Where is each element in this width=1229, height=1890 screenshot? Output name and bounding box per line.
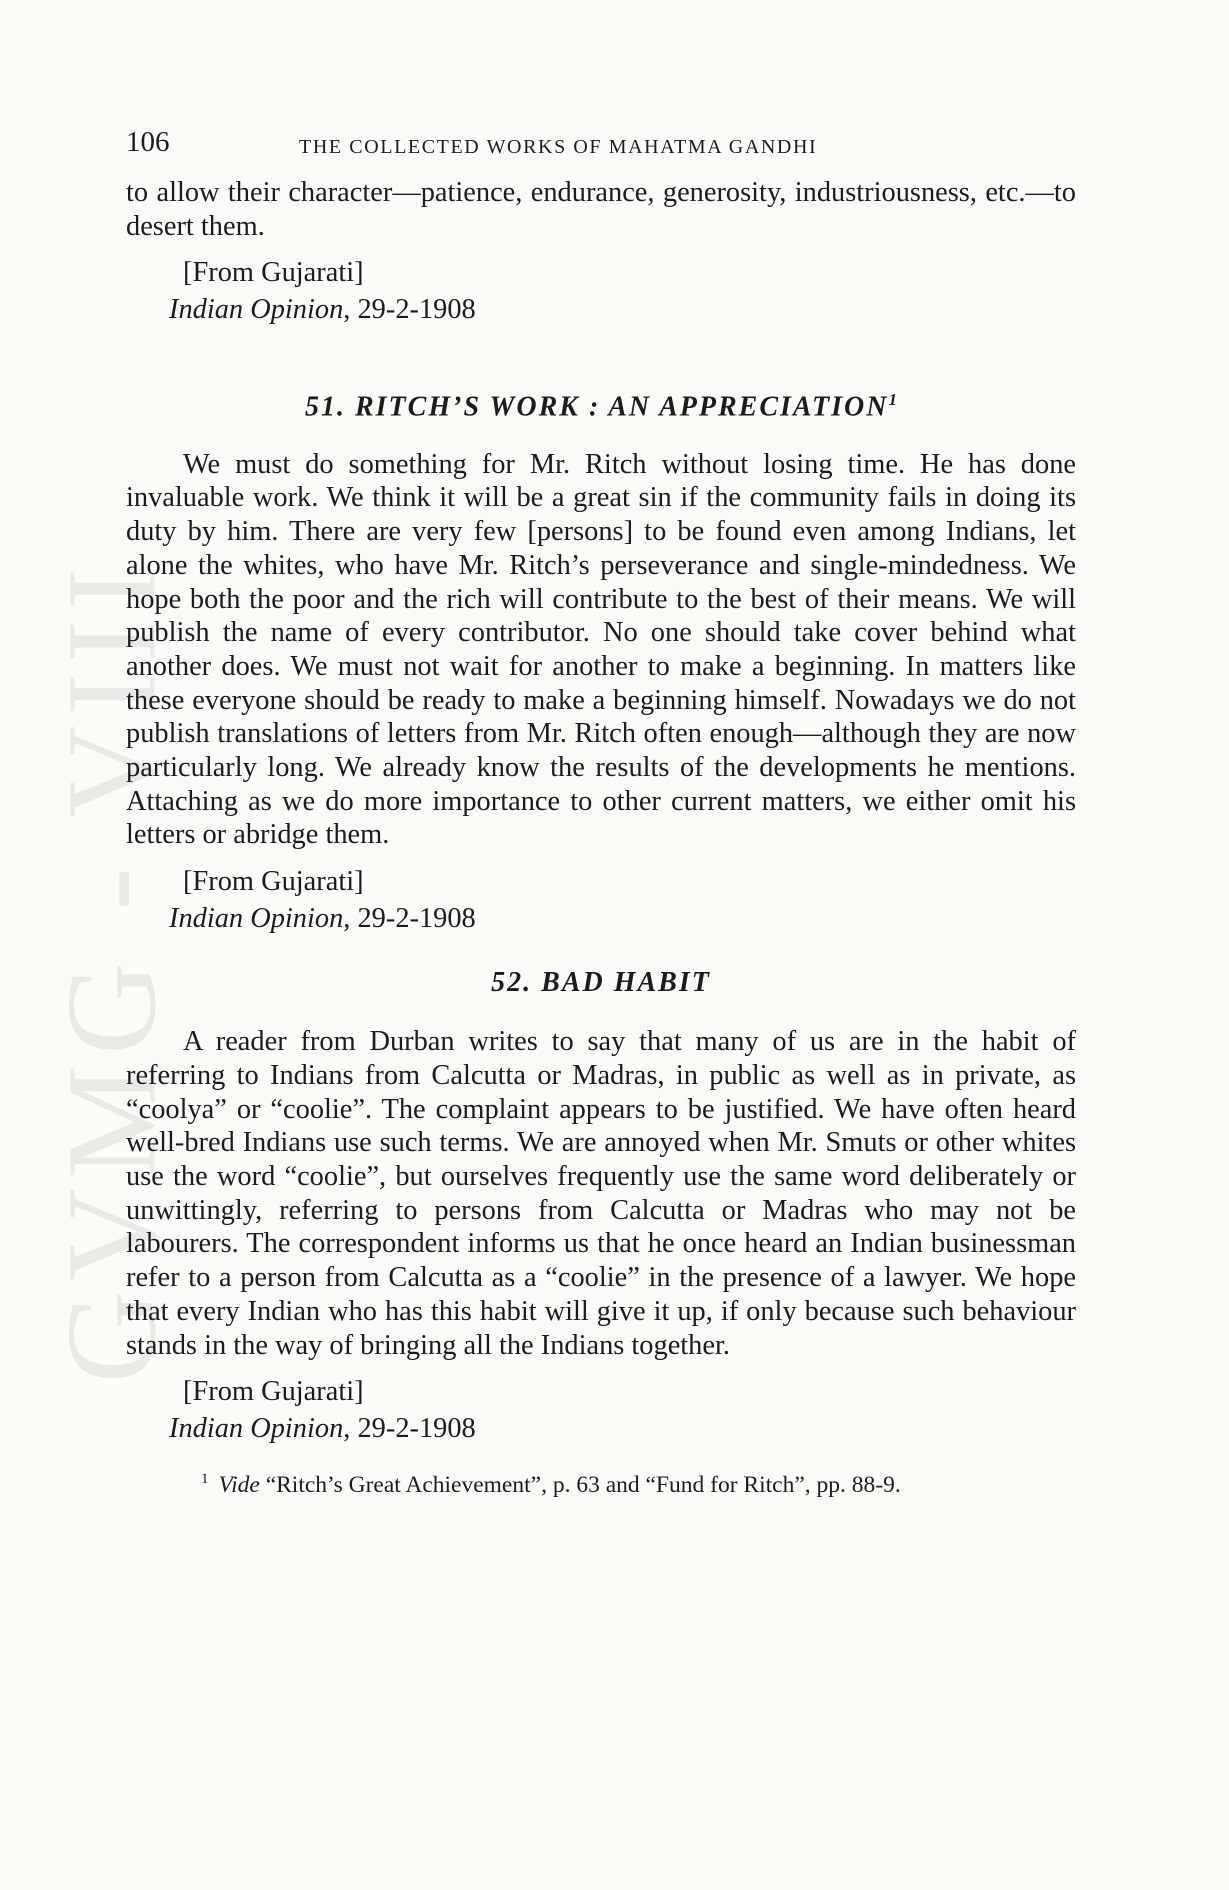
continued-paragraph: to allow their character—patience, endurance, generosity, industriousness, etc.—to desert them.: [126, 177, 1076, 242]
citation-title: Indian Opinion: [169, 294, 344, 326]
citation-date: , 29-2-1908: [343, 294, 476, 326]
running-head: [126, 126, 1076, 176]
watermark-text: GVMG - VIII: [40, 557, 183, 1383]
section-51-paragraph: We must do something for Mr. Ritch without losing time. He has done invaluable work. We think it will be a great sin if the community fails in doing its duty by him. There are very few [persons] to be found even among Indians, let alone the whites, who have Mr. Ritch’s perseverance and single-mindedness. We hope both the poor and the rich will contribute to the best of their means. We will publish the name of every contributor. No one should take cover behind what another does. We must not wait for another to make a beginning. In matters like these everyone should be ready to make a beginning himself. Nowadays we do not publish translations of letters from Mr. Ritch often enough—although they are now particularly long. We already know the results of the developments he mentions. Attaching as we do more importance to other current matters, we either omit his letters or abridge them.: [126, 448, 1076, 851]
citation-title: Indian Opinion: [169, 903, 344, 935]
citation-date: , 29-2-1908: [343, 1413, 476, 1445]
footnote-text: “Ritch’s Great Achievement”, p. 63 and “Fund for Ritch”, pp. 88-9.: [259, 1472, 901, 1499]
section-52-paragraph: A reader from Durban writes to say that many of us are in the habit of referring to Indians from Calcutta or Madras, in public as well as in private, as “coolya” or “coolie”. The complaint appears to be justified. We have often heard well-bred Indians use such terms. We are annoyed when Mr. Smuts or other whites use the word “coolie”, but ourselves frequently use the same word deliberately or unwittingly, referring to persons from Calcutta or Madras who may not be labourers. The correspondent informs us that he once heard an Indian businessman refer to a person from Calcutta as a “coolie” in the presence of a lawyer. We hope that every Indian who has this habit will give it up, if only because such behaviour stands in the way of bringing all the Indians together.: [126, 1026, 1076, 1361]
citation-date: , 29-2-1908: [343, 903, 476, 935]
footnote-marker: 1: [888, 390, 897, 410]
citation: [169, 900, 1076, 937]
section-heading-52: [126, 967, 1076, 999]
citation-title: Indian Opinion: [169, 1413, 344, 1445]
source-note: [From Gujarati]: [183, 1376, 364, 1408]
footnote-vide: Vide: [218, 1472, 260, 1499]
running-head-title: THE COLLECTED WORKS OF MAHATMA GANDHI: [299, 136, 818, 158]
page: [126, 126, 1076, 1499]
footnote: [126, 1471, 1076, 1499]
page-number: 106: [126, 126, 170, 158]
section-heading-text: 52. BAD HABIT: [491, 967, 711, 999]
citation: [169, 1410, 1076, 1447]
section-heading-51: [126, 390, 1076, 423]
footnote-number: 1: [201, 1471, 209, 1488]
source-note: [From Gujarati]: [183, 257, 364, 289]
section-heading-text: 51. RITCH’S WORK : AN APPRECIATION: [304, 391, 889, 423]
citation: [169, 291, 1076, 328]
source-note: [From Gujarati]: [183, 866, 364, 898]
